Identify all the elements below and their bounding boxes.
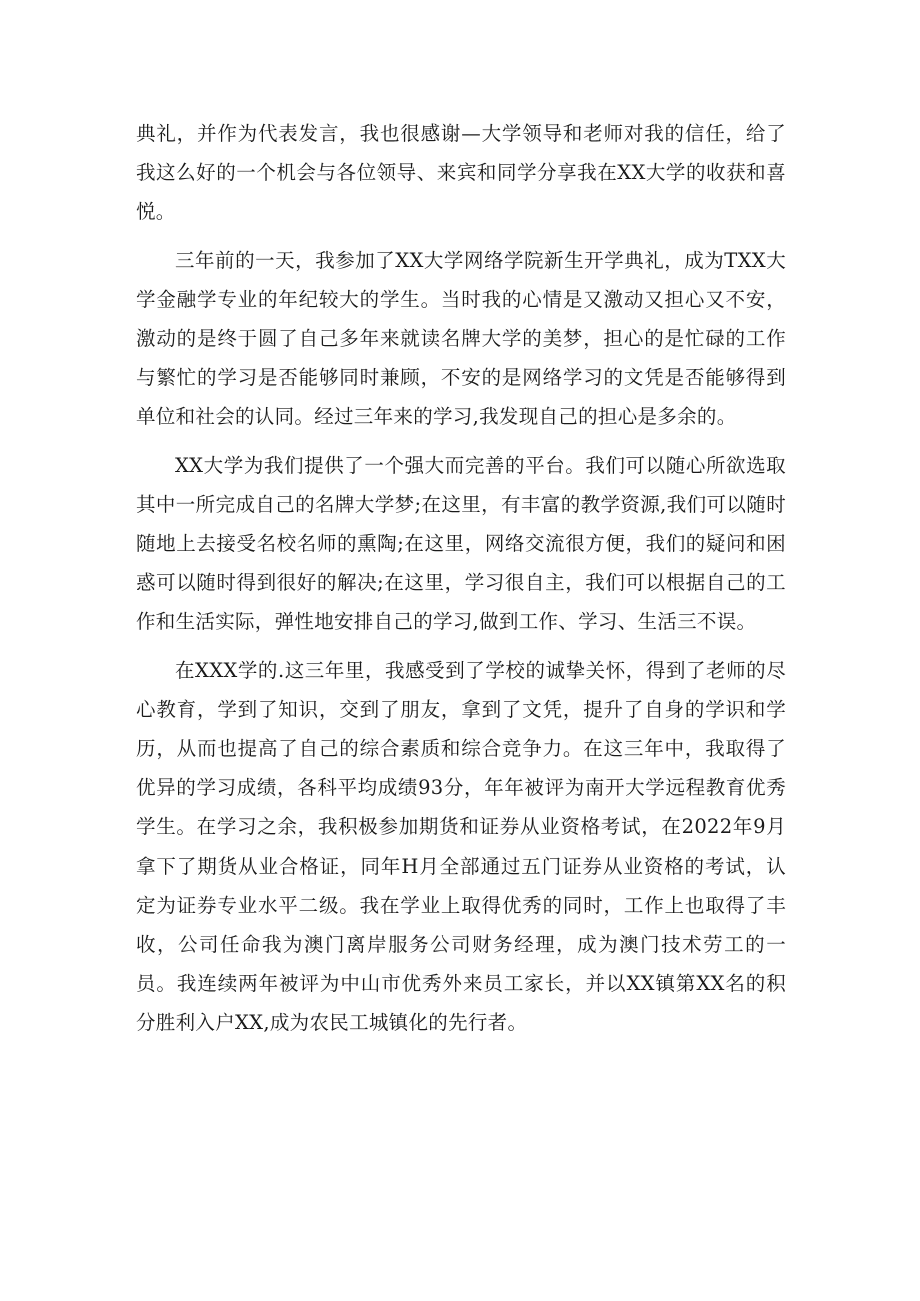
paragraph-2: 三年前的一天，我参加了XX大学网络学院新生开学典礼，成为TXX大学金融学专业的年纪较大的学生。当时我的心情是又激动又担心又不安，激动的是终于圆了自己多年来就读名牌大学的美梦，担心的是忙碌的工作与繁忙的学习是否能够同时兼顾，不安的是网络学习的文凭是否能够得到单位和社会的认同。经过三年来的学习,我发现自己的担心是多余的。 bbox=[136, 248, 786, 429]
paragraph-4: 在XXX学的.这三年里，我感受到了学校的诚挚关怀，得到了老师的尽心教育，学到了知识，交到了朋友，拿到了文凭，提升了自身的学识和学历，从而也提高了自己的综合素质和综合竞争力。在这三年中，我取得了优异的学习成绩，各科平均成绩93分，年年被评为南开大学远程教育优秀学生。在学习之余，我积极参加期货和证券从业资格考试，在2022年9月拿下了期货从业合格证，同年H月全部通过五门证券从业资格的考试，认定为证券专业水平二级。我在学业上取得优秀的同时，工作上也取得了丰收，公司任命我为澳门离岸服务公司财务经理，成为澳门技术劳工的一员。我连续两年被评为中山市优秀外来员工家长，并以XX镇第XX名的积分胜利入户XX,成为农民工城镇化的先行者。 bbox=[136, 658, 786, 1035]
document-body bbox=[136, 114, 786, 1052]
paragraph-1: 典礼，并作为代表发言，我也很感谢—大学领导和老师对我的信任，给了我这么好的一个机会与各位领导、来宾和同学分享我在XX大学的收获和喜悦。 bbox=[136, 122, 786, 224]
paragraph-3: XX大学为我们提供了一个强大而完善的平台。我们可以随心所欲选取其中一所完成自己的名牌大学梦;在这里，有丰富的教学资源,我们可以随时随地上去接受名校名师的熏陶;在这里，网络交流很方便，我们的疑问和困惑可以随时得到很好的解决;在这里，学习很自主，我们可以根据自己的工作和生活实际，弹性地安排自己的学习,做到工作、学习、生活三不误。 bbox=[136, 453, 786, 634]
